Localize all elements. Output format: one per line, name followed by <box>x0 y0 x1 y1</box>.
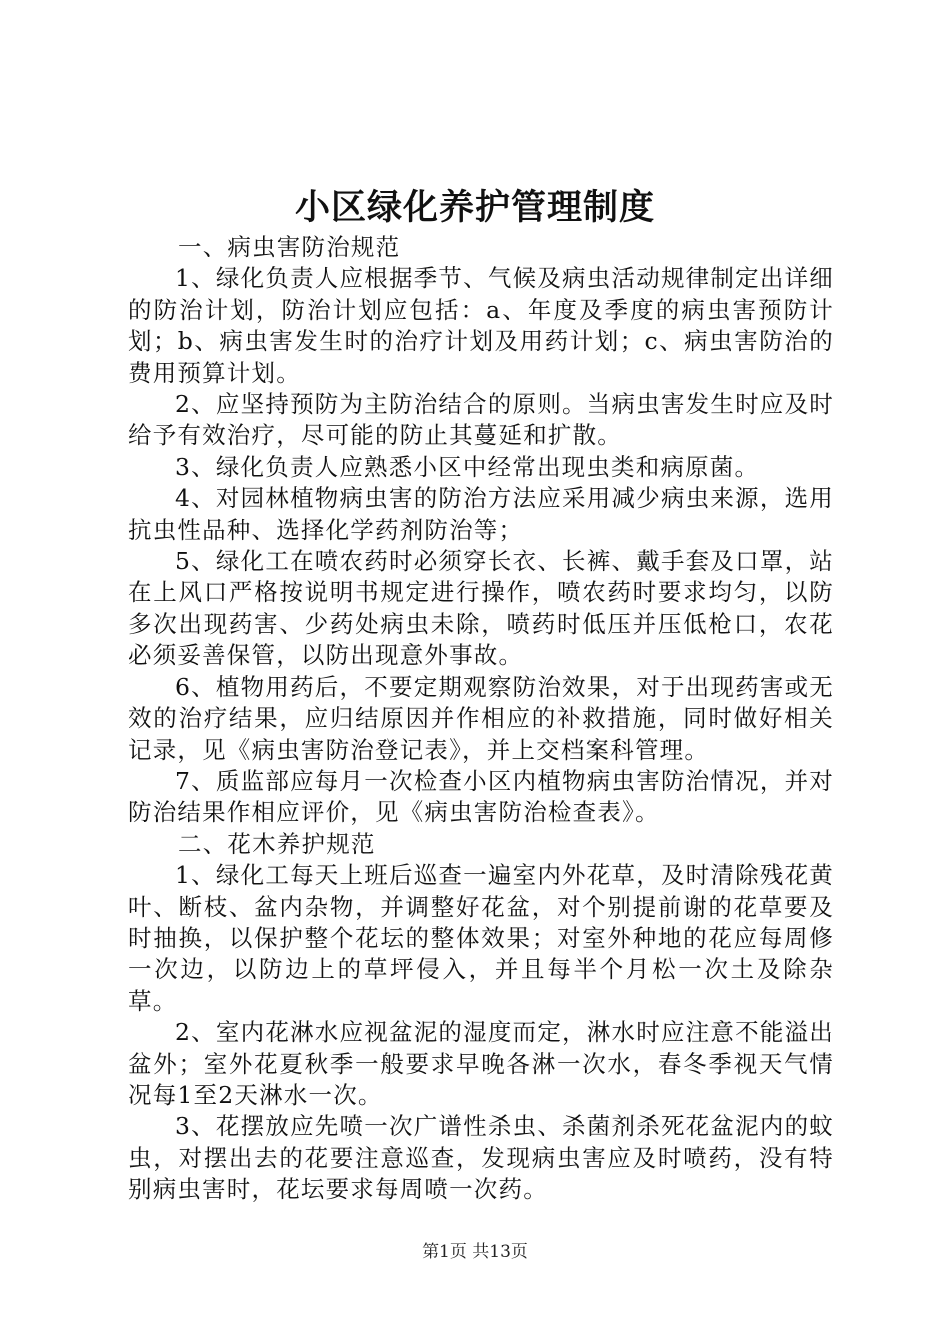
paragraph: 3、花摆放应先喷一次广谱性杀虫、杀菌剂杀死花盆泥内的蚊虫，对摆出去的花要注意巡查，发现病虫害应及时喷药，没有特别病虫害时，花坛要求每周喷一次药。 <box>128 1112 834 1204</box>
paragraph: 2、室内花淋水应视盆泥的湿度而定，淋水时应注意不能溢出盆外；室外花夏秋季一般要求早晚各淋一次水，春冬季视天气情况每1至2天淋水一次。 <box>128 1018 834 1109</box>
paragraph: 5、绿化工在喷农药时必须穿长衣、长裤、戴手套及口罩，站在上风口严格按说明书规定进行操作，喷农药时要求均匀，以防多次出现药害、少药处病虫未除，喷药时低压并压低枪口，农花必须妥善保管，以防出现意外事故。 <box>128 547 834 670</box>
page-number-footer: 第1页 共13页 <box>422 1242 528 1262</box>
document-body <box>128 232 834 1206</box>
section-heading: 二、花木养护规范 <box>178 829 376 858</box>
paragraph: 3、绿化负责人应熟悉小区中经常出现虫类和病原菌。 <box>175 452 760 481</box>
paragraph: 6、植物用药后，不要定期观察防治效果，对于出现药害或无效的治疗结果，应归结原因并作相应的补救措施，同时做好相关记录，见《病虫害防治登记表》，并上交档案科管理。 <box>128 672 834 764</box>
paragraph: 2、应坚持预防为主防治结合的原则。当病虫害发生时应及时给予有效治疗，尽可能的防止其蔓延和扩散。 <box>128 390 834 450</box>
paragraph: 1、绿化负责人应根据季节、气候及病虫活动规律制定出详细的防治计划，防治计划应包括：a、年度及季度的病虫害预防计划；b、病虫害发生时的治疗计划及用药计划；c、病虫害防治的费用预算计划。 <box>128 264 834 387</box>
paragraph: 1、绿化工每天上班后巡查一遍室内外花草，及时清除残花黄叶、断枝、盆内杂物，并调整好花盆，对个别提前谢的花草要及时抽换，以保护整个花坛的整体效果；对室外种地的花应每周修一次边，以防边上的草坪侵入，并且每半个月松一次土及除杂草。 <box>128 861 834 1015</box>
paragraph: 4、对园林植物病虫害的防治方法应采用减少病虫来源，选用抗虫性品种、选择化学药剂防治等； <box>128 484 834 544</box>
section-heading: 一、病虫害防治规范 <box>178 233 401 261</box>
document-title: 小区绿化养护管理制度 <box>294 187 655 228</box>
paragraph: 7、质监部应每月一次检查小区内植物病虫害防治情况，并对防治结果作相应评价，见《病虫害防治检查表》。 <box>128 766 834 827</box>
